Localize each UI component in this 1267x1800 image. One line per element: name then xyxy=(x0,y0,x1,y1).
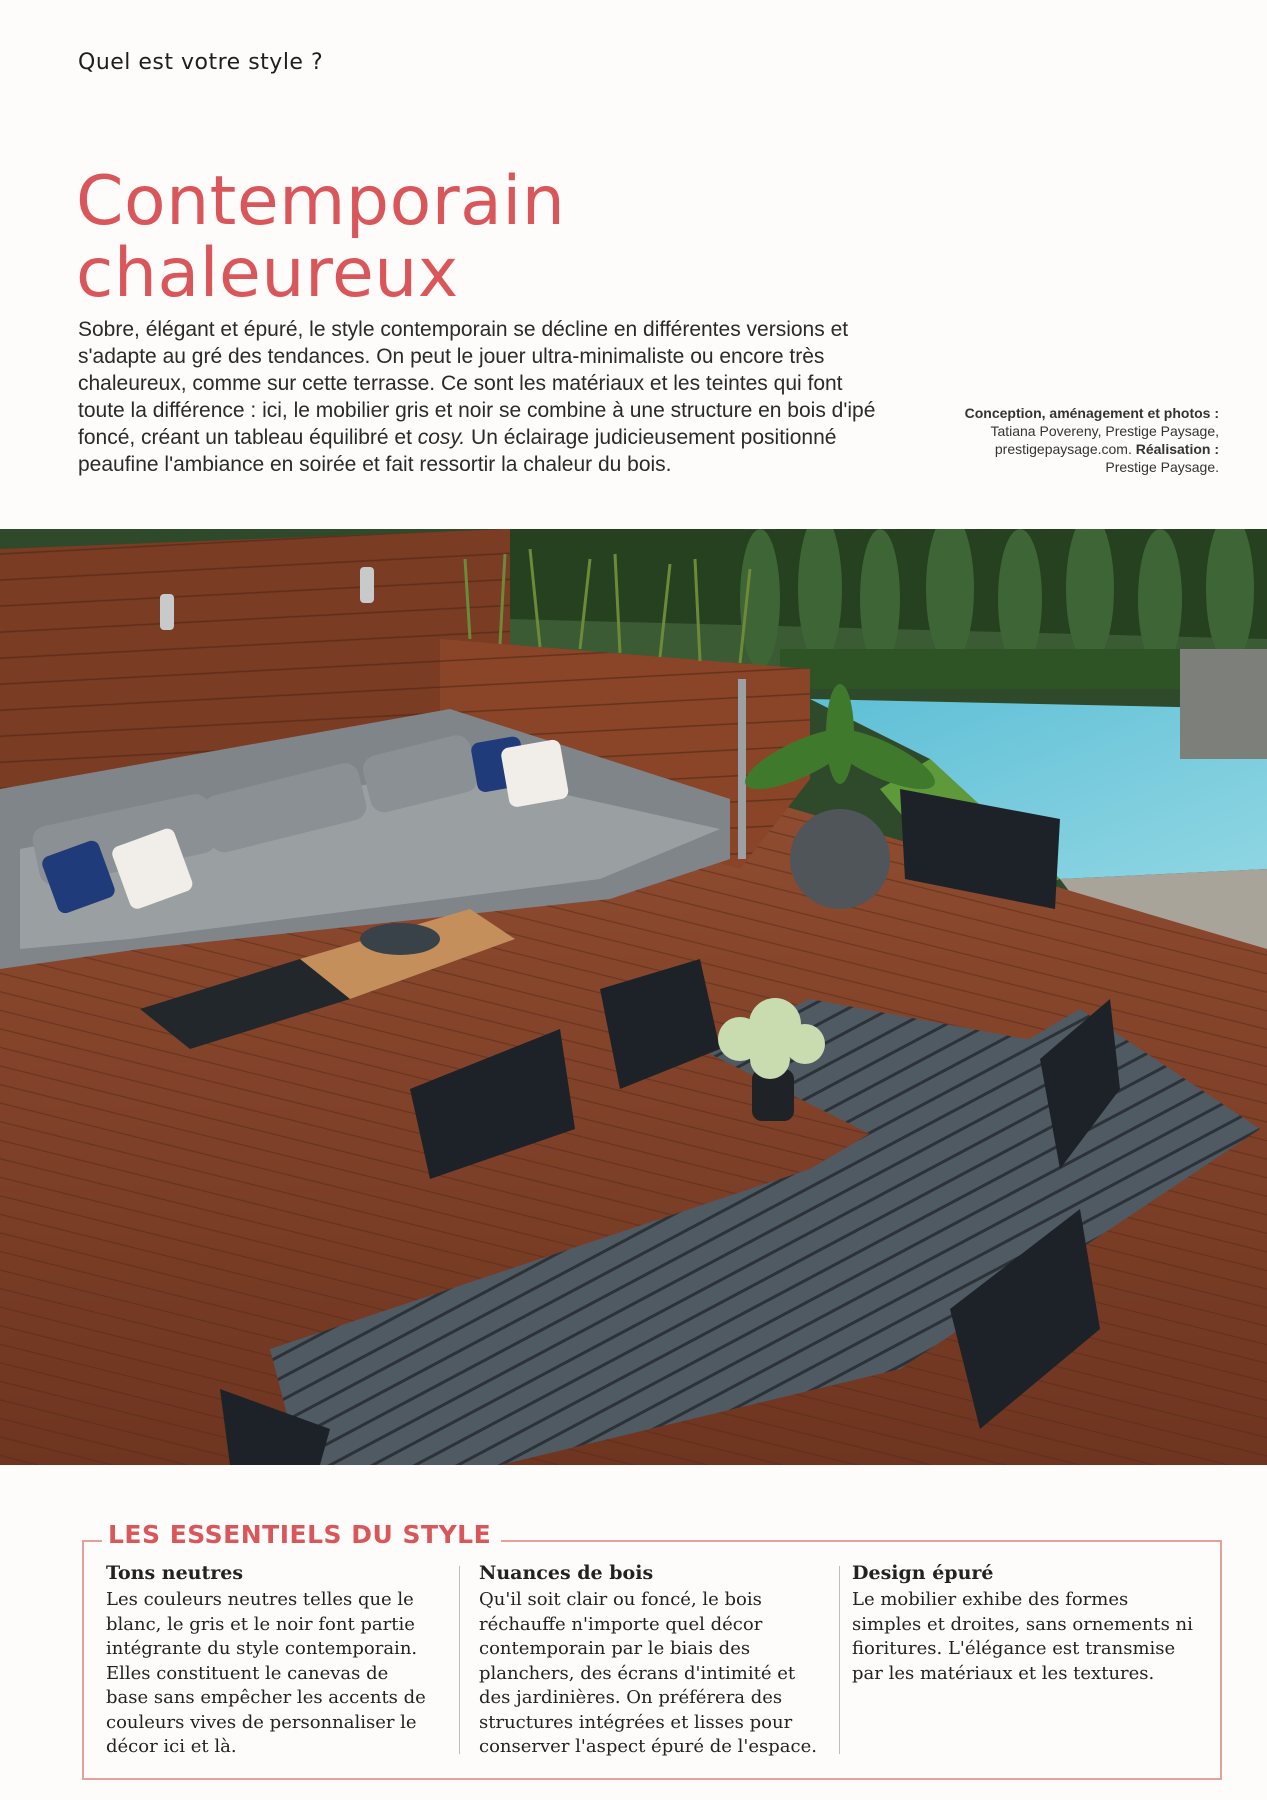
title-line-1: Contemporain xyxy=(76,162,566,241)
credits-label-2: Réalisation : xyxy=(1135,441,1219,457)
terrace-photo xyxy=(0,529,1267,1465)
essential-item-title: Design épuré xyxy=(852,1562,994,1584)
credits-label-1: Conception, aménagement et photos : xyxy=(964,405,1219,421)
credits-text-1: Tatiana Povereny, Prestige Paysage, prestigepaysage.com. xyxy=(990,423,1219,457)
essential-item-text: Les couleurs neutres telles que le blanc, le gris et le noir font partie intégrante du style contemporain. Elles constituent le canevas de base sans empêcher les accents de couleurs vives de personnaliser le décor ici et là. xyxy=(106,1589,426,1757)
essential-item-title: Tons neutres xyxy=(106,1562,244,1584)
column-divider xyxy=(459,1566,460,1754)
intro-emphasis: cosy. xyxy=(417,426,466,449)
essentials-heading: LES ESSENTIELS DU STYLE xyxy=(102,1520,501,1549)
essential-item-text: Qu'il soit clair ou foncé, le bois réchauffe n'importe quel décor contemporain par le biais des planchers, des écrans d'intimité et des jardinières. On préférera des structures intégrées et lisses pour conserver l'aspect épuré de l'espace. xyxy=(479,1589,817,1757)
intro-text-end: Un éclairage judicieusement positionné peaufine l'ambiance en soirée et fait ressortir la chaleur du bois. xyxy=(78,426,837,476)
photo-credits xyxy=(899,404,1219,476)
essential-item-wood-shades xyxy=(479,1562,819,1760)
essential-item-clean-design xyxy=(852,1562,1202,1686)
essential-item-text: Le mobilier exhibe des formes simples et droites, sans ornements ni fioritures. L'élégance est transmise par les matériaux et les textures. xyxy=(852,1589,1193,1684)
title-line-2: chaleureux xyxy=(76,234,459,313)
essential-item-neutral-tones xyxy=(106,1562,436,1760)
column-divider xyxy=(839,1566,840,1754)
credits-text-2: Prestige Paysage. xyxy=(1105,459,1219,475)
intro-text: Sobre, élégant et épuré, le style contemporain se décline en différentes versions et s'adapte au gré des tendances. On peut le jouer ultra-minimaliste ou encore très chaleureux, comme sur cette terrasse. Ce sont les matériaux et les teintes qui font toute la différence : ici, le mobilier gris et noir se combine à une structure en bois d'ipé foncé, créant un tableau équilibré et xyxy=(78,318,876,449)
intro-paragraph xyxy=(78,316,888,478)
essential-item-title: Nuances de bois xyxy=(479,1562,654,1584)
section-label: Quel est votre style ? xyxy=(78,50,324,75)
article-title xyxy=(76,162,566,313)
